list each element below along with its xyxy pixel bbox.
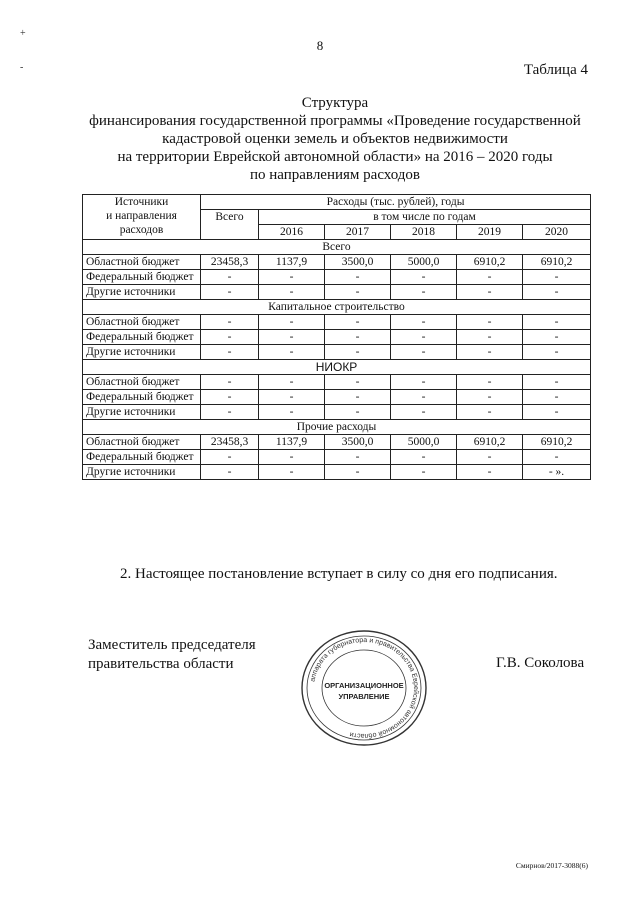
value-cell: 1137,9: [259, 255, 325, 270]
position-line: правительства области: [88, 656, 234, 672]
value-cell: -: [201, 285, 259, 300]
row-label: Областной бюджет: [83, 435, 201, 450]
value-cell: -: [523, 450, 591, 465]
value-cell: -: [391, 315, 457, 330]
value-cell: -: [201, 315, 259, 330]
value-cell: -: [325, 405, 391, 420]
table-row: [83, 270, 591, 285]
value-cell: -: [259, 405, 325, 420]
value-cell: -: [457, 315, 523, 330]
header-year: 2019: [457, 225, 523, 240]
title-line: на территории Еврейской автономной области» на 2016 – 2020 годы: [117, 149, 553, 165]
value-cell: -: [457, 390, 523, 405]
value-cell: 23458,3: [201, 255, 259, 270]
value-cell: -: [523, 345, 591, 360]
value-cell: -: [325, 345, 391, 360]
title-line: финансирования государственной программы «Проведение государственной: [89, 113, 581, 129]
page-number: 8: [316, 38, 324, 53]
section-title: НИОКР: [83, 360, 591, 375]
value-cell: -: [325, 465, 391, 480]
value-cell: 23458,3: [201, 435, 259, 450]
value-cell: 6910,2: [457, 435, 523, 450]
value-cell: -: [325, 285, 391, 300]
table-label: Таблица 4: [523, 62, 588, 78]
value-cell: -: [457, 345, 523, 360]
value-cell: -: [325, 450, 391, 465]
value-cell: -: [325, 330, 391, 345]
row-label: Областной бюджет: [83, 375, 201, 390]
stamp-seal-icon: [298, 628, 430, 748]
value-cell: -: [457, 330, 523, 345]
title-line: кадастровой оценки земель и объектов недвижимости: [162, 131, 508, 147]
section-row: [83, 420, 591, 435]
value-cell: 5000,0: [391, 255, 457, 270]
value-cell: -: [325, 390, 391, 405]
value-cell: -: [201, 345, 259, 360]
table-row: [83, 390, 591, 405]
value-cell: -: [523, 405, 591, 420]
value-cell: -: [201, 330, 259, 345]
value-cell: -: [325, 270, 391, 285]
value-cell: -: [457, 450, 523, 465]
value-cell: 6910,2: [523, 255, 591, 270]
table-row: [83, 435, 591, 450]
row-label: Другие источники: [83, 345, 201, 360]
header-year: 2018: [391, 225, 457, 240]
value-cell: -: [325, 315, 391, 330]
table-row: [83, 315, 591, 330]
value-cell: -: [523, 285, 591, 300]
stamp-center-line: УПРАВЛЕНИЕ: [338, 692, 390, 701]
value-cell: -: [259, 330, 325, 345]
table-row: [83, 375, 591, 390]
value-cell: -: [201, 405, 259, 420]
value-cell: -: [391, 390, 457, 405]
value-cell: -: [457, 375, 523, 390]
section-row: [83, 360, 591, 375]
value-cell: -: [391, 465, 457, 480]
value-cell: -: [391, 285, 457, 300]
header-year: 2020: [523, 225, 591, 240]
value-cell: -: [201, 270, 259, 285]
table-row: [83, 465, 591, 480]
value-cell: -: [523, 375, 591, 390]
value-cell: -: [201, 450, 259, 465]
value-cell: -: [201, 390, 259, 405]
value-cell: -: [391, 450, 457, 465]
section-row: [83, 240, 591, 255]
signatory-name: Г.В. Соколова: [496, 655, 585, 671]
value-cell: 6910,2: [457, 255, 523, 270]
value-cell: -: [259, 450, 325, 465]
value-cell: -: [523, 315, 591, 330]
margin-mark-middle: -: [20, 62, 24, 73]
header-year: 2017: [325, 225, 391, 240]
header-expenses: Расходы (тыс. рублей), годы: [201, 195, 591, 210]
row-label: Федеральный бюджет: [83, 390, 201, 405]
header-total: Всего: [201, 210, 259, 240]
value-cell: 5000,0: [391, 435, 457, 450]
section-row: [83, 300, 591, 315]
table-row: [83, 285, 591, 300]
table-row: [83, 450, 591, 465]
title-line: по направлениям расходов: [249, 167, 420, 183]
section-title: Прочие расходы: [83, 420, 591, 435]
value-cell: -: [457, 405, 523, 420]
row-label: Федеральный бюджет: [83, 450, 201, 465]
value-cell: -: [259, 375, 325, 390]
row-label: Областной бюджет: [83, 315, 201, 330]
value-cell: -: [201, 375, 259, 390]
row-label: Другие источники: [83, 465, 201, 480]
section-title: Капитальное строительство: [83, 300, 591, 315]
value-cell: -: [259, 465, 325, 480]
position-line: Заместитель председателя: [88, 637, 256, 653]
value-cell: -: [391, 375, 457, 390]
value-cell: 6910,2: [523, 435, 591, 450]
value-cell: -: [391, 345, 457, 360]
table-row: [83, 255, 591, 270]
stamp-center-line: ОРГАНИЗАЦИОННОЕ: [324, 681, 404, 690]
section-title: Всего: [83, 240, 591, 255]
value-cell: -: [391, 330, 457, 345]
value-cell: -: [391, 270, 457, 285]
value-cell: -: [259, 285, 325, 300]
row-label: Другие источники: [83, 285, 201, 300]
value-cell: -: [259, 270, 325, 285]
table-row: [83, 345, 591, 360]
table-row: [83, 330, 591, 345]
value-cell: -: [457, 270, 523, 285]
value-cell: 1137,9: [259, 435, 325, 450]
value-cell: -: [259, 390, 325, 405]
title-line: Структура: [301, 95, 369, 111]
table-body: [83, 240, 591, 480]
value-cell: -: [523, 270, 591, 285]
margin-mark-top: +: [20, 28, 26, 39]
value-cell: -: [259, 345, 325, 360]
value-cell: -: [457, 285, 523, 300]
table-title: [70, 94, 600, 184]
value-cell: -: [523, 330, 591, 345]
document-code: Смирнов/2017-3088(6): [515, 861, 588, 870]
row-label: Другие источники: [83, 405, 201, 420]
decree-text: 2. Настоящее постановление вступает в силу со дня его подписания.: [120, 566, 558, 582]
signatory-position: [88, 636, 256, 674]
header-year: 2016: [259, 225, 325, 240]
value-cell: -: [259, 315, 325, 330]
value-cell: -: [523, 390, 591, 405]
row-label: Федеральный бюджет: [83, 330, 201, 345]
value-cell: 3500,0: [325, 255, 391, 270]
header-sources: Источники и направления расходов: [83, 195, 201, 240]
financing-table: [82, 194, 591, 480]
value-cell: -: [457, 465, 523, 480]
stamp-ring-text: аппарата губернатора и правительства Еврейской автономной области: [309, 636, 420, 740]
value-cell: -: [201, 465, 259, 480]
row-label: Федеральный бюджет: [83, 270, 201, 285]
header-by-years: в том числе по годам: [259, 210, 591, 225]
official-stamp: [298, 628, 430, 748]
row-label: Областной бюджет: [83, 255, 201, 270]
value-cell: -: [391, 405, 457, 420]
table-row: [83, 405, 591, 420]
value-cell: -: [325, 375, 391, 390]
value-cell: 3500,0: [325, 435, 391, 450]
value-cell: - ».: [523, 465, 591, 480]
